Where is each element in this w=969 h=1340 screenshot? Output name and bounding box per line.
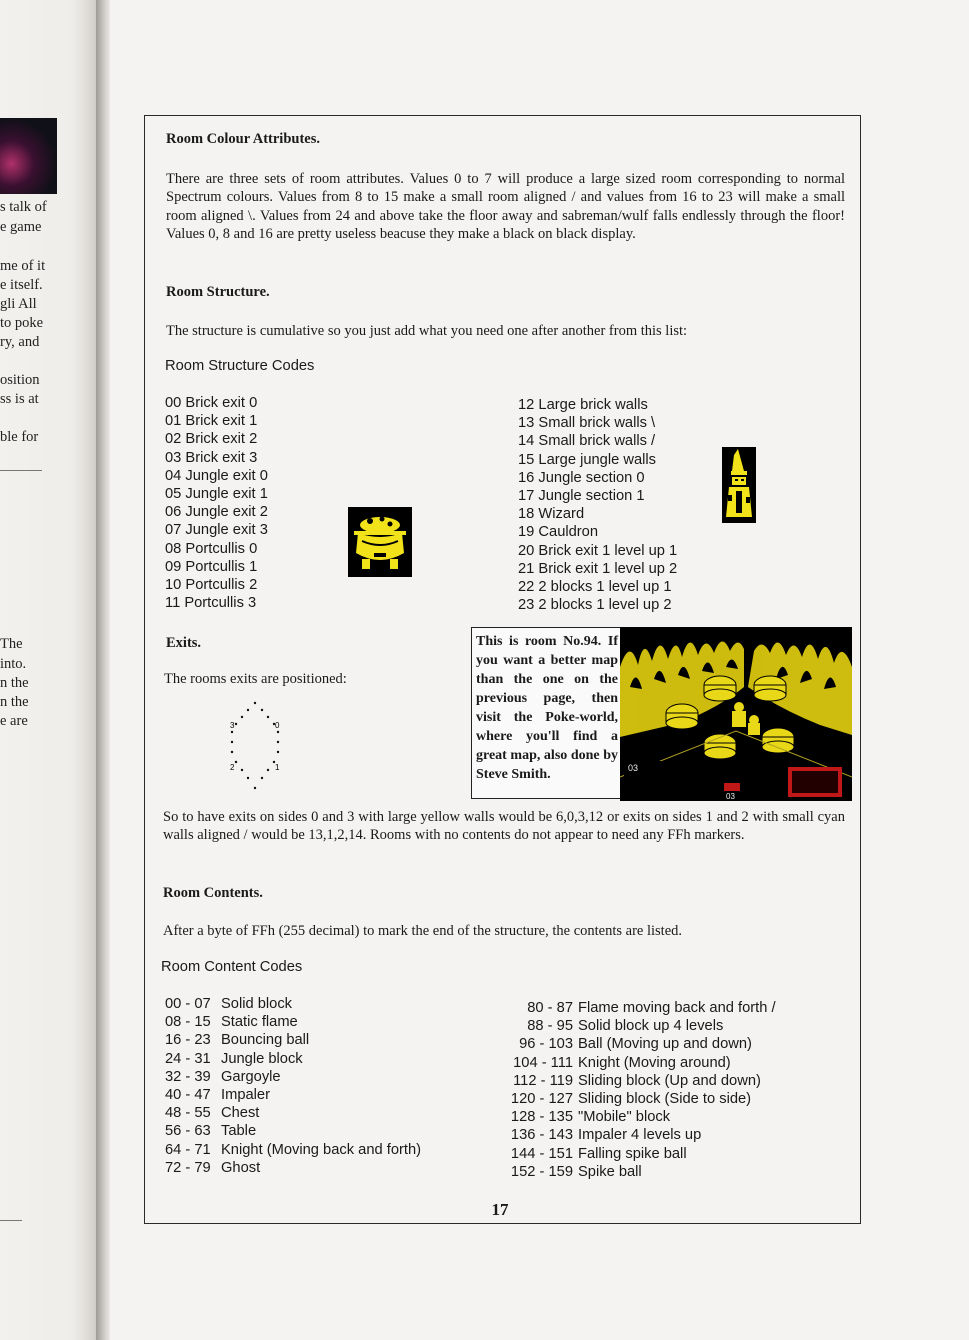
room-contents-heading: Room Contents. xyxy=(163,885,263,901)
code-item: 17 Jungle section 1 xyxy=(518,488,645,505)
content-code-item: 32 - 39 Gargoyle xyxy=(165,1068,281,1085)
code-item: 11 Portcullis 3 xyxy=(165,595,257,612)
room-colour-heading: Room Colour Attributes. xyxy=(166,131,320,147)
left-line: The xyxy=(0,636,23,652)
left-line: e are xyxy=(0,713,28,729)
code-item: 10 Portcullis 2 xyxy=(165,577,258,594)
left-line: osition xyxy=(0,372,40,388)
content-code-item: 120 - 127 Sliding block (Side to side) xyxy=(510,1091,752,1108)
code-item: 14 Small brick walls / xyxy=(518,433,656,450)
code-item: 00 Brick exit 0 xyxy=(165,395,258,411)
content-code-item: 40 - 47 Impaler xyxy=(165,1087,270,1104)
code-item: 16 Jungle section 0 xyxy=(518,469,645,486)
left-divider xyxy=(0,1220,22,1221)
wizard-icon xyxy=(722,447,756,523)
code-item: 03 Brick exit 3 xyxy=(165,449,258,466)
exit-label: 2 xyxy=(230,763,235,772)
left-line: n the xyxy=(0,694,29,710)
code-item: 18 Wizard xyxy=(518,506,585,523)
left-line: to poke xyxy=(0,315,44,331)
room-structure-body: The structure is cumulative so you just add what you need one after another from this list: xyxy=(166,323,688,339)
code-item: 15 Large jungle walls xyxy=(518,451,656,468)
room-caption-box xyxy=(471,627,622,799)
exit-label: 0 xyxy=(275,721,280,730)
content-codes-right xyxy=(506,999,776,1181)
left-line: me of it xyxy=(0,258,46,274)
left-line: ble for xyxy=(0,429,39,445)
content-code-item: 08 - 15 Static flame xyxy=(165,1014,298,1031)
code-item: 04 Jungle exit 0 xyxy=(165,467,268,484)
left-line: gli All xyxy=(0,296,37,312)
left-divider xyxy=(0,470,42,471)
content-code-item: 152 - 159 Spike ball xyxy=(510,1163,642,1180)
content-code-item: 104 - 111 Knight (Moving around) xyxy=(513,1054,731,1071)
content-code-item: 80 - 87 Flame moving back and forth / xyxy=(527,1000,776,1016)
code-item: 07 Jungle exit 3 xyxy=(165,522,268,539)
content-code-item: 24 - 31 Jungle block xyxy=(165,1050,303,1067)
book-spine xyxy=(96,0,110,1340)
room-94-screenshot xyxy=(620,627,852,801)
content-code-item: 72 - 79 Ghost xyxy=(165,1159,261,1176)
content-code-item: 16 - 23 Bouncing ball xyxy=(165,1032,310,1049)
left-line: into. xyxy=(0,656,27,672)
left-line: ry, and xyxy=(0,334,40,350)
code-item: 02 Brick exit 2 xyxy=(165,431,258,448)
content-code-item: 112 - 119 Sliding block (Up and down) xyxy=(513,1072,761,1089)
left-line: s talk of xyxy=(0,199,47,215)
left-line: n the xyxy=(0,675,29,691)
left-page-image xyxy=(0,118,57,194)
left-line: ss is at xyxy=(0,391,39,407)
code-item: 22 2 blocks 1 level up 1 xyxy=(518,579,672,596)
code-item: 21 Brick exit 1 level up 2 xyxy=(518,560,678,577)
content-code-item: 144 - 151 Falling spike ball xyxy=(510,1145,687,1162)
structure-codes-title: Room Structure Codes xyxy=(165,358,315,374)
code-item: 20 Brick exit 1 level up 1 xyxy=(518,542,678,559)
code-item: 13 Small brick walls \ xyxy=(518,415,656,432)
content-code-item: 00 - 07 Solid block xyxy=(165,996,293,1012)
exits-body: The rooms exits are positioned: xyxy=(164,671,347,687)
content-codes-left xyxy=(165,995,421,1177)
code-item: 05 Jungle exit 1 xyxy=(165,486,268,503)
content-code-item: 64 - 71 Knight (Moving back and forth) xyxy=(165,1141,422,1158)
code-item: 08 Portcullis 0 xyxy=(165,540,258,557)
hud-lives-right: 03 xyxy=(726,792,735,801)
cauldron-icon xyxy=(348,507,412,577)
structure-codes-right xyxy=(518,396,677,614)
exit-label: 1 xyxy=(275,763,280,772)
page-number: 17 xyxy=(491,1200,509,1219)
content-code-item: 56 - 63 Table xyxy=(165,1123,257,1140)
structure-codes-left xyxy=(165,394,268,612)
content-code-item: 88 - 95 Solid block up 4 levels xyxy=(527,1018,724,1035)
left-page-margin xyxy=(0,0,104,1340)
exits-explanation: So to have exits on sides 0 and 3 with large yellow walls would be 6,0,3,12 or exits on sides 1 and 2 with small cyan walls aligned / would be 13,1,2,14. Rooms with no contents do not appear to need any FFh markers. xyxy=(163,809,845,844)
left-line: e itself. xyxy=(0,277,43,293)
content-code-item: 96 - 103 Ball (Moving up and down) xyxy=(519,1036,752,1053)
exit-label: 3 xyxy=(230,721,235,730)
exits-heading: Exits. xyxy=(166,635,202,651)
left-line: e game xyxy=(0,219,42,235)
code-item: 09 Portcullis 1 xyxy=(165,558,258,575)
exit-diagram xyxy=(220,700,300,795)
content-code-item: 136 - 143 Impaler 4 levels up xyxy=(510,1127,702,1144)
code-item: 06 Jungle exit 2 xyxy=(165,504,268,521)
code-item: 01 Brick exit 1 xyxy=(165,413,258,430)
content-codes-title: Room Content Codes xyxy=(161,959,303,975)
room-contents-body: After a byte of FFh (255 decimal) to mark the end of the structure, the contents are listed. xyxy=(163,923,683,939)
code-item: 23 2 blocks 1 level up 2 xyxy=(518,597,672,614)
code-item: 19 Cauldron xyxy=(518,524,599,541)
content-code-item: 128 - 135 "Mobile" block xyxy=(510,1109,671,1126)
room-structure-heading: Room Structure. xyxy=(166,284,270,300)
room-colour-body: There are three sets of room attributes. Values 0 to 7 will produce a large sized room corresponding to normal Spectrum colours. Values from 8 to 15 make a small room aligned / and values from 16 to 23 will make a small room aligned \. Values from 24 and above take the floor away and sabreman/wulf falls endlessly through the floor! Values 0, 8 and 16 are pretty useless beacuse they make a black on black display. xyxy=(166,171,845,243)
hud-lives-left: 03 xyxy=(628,763,639,773)
code-item: 12 Large brick walls xyxy=(518,397,648,413)
room-caption-text: This is room No.94. If you want a better map than the one on the previous page, then visit the Poke-world, where you'll find a great map, also done by Steve Smith. xyxy=(476,634,618,782)
content-code-item: 48 - 55 Chest xyxy=(165,1105,260,1122)
